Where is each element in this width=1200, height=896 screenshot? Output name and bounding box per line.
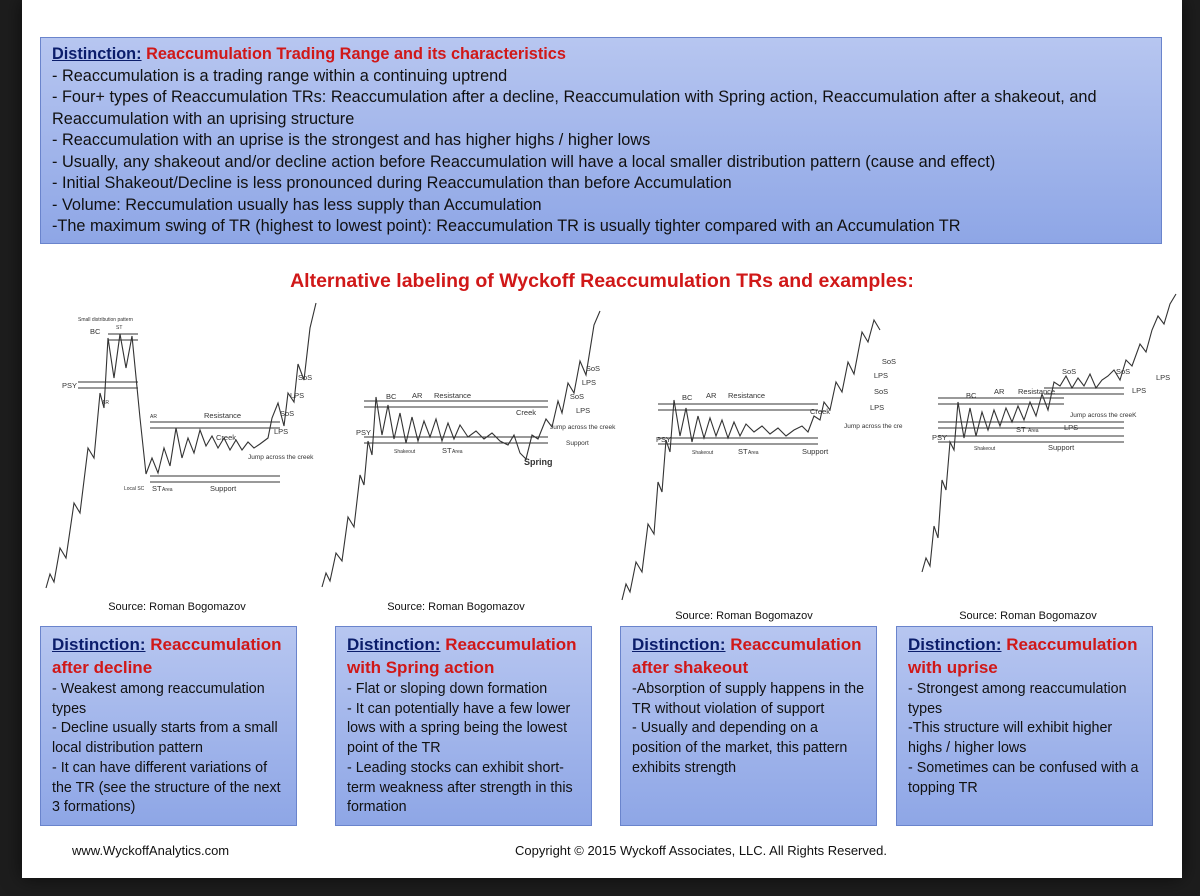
- card-line: - Flat or sloping down formation: [347, 681, 548, 697]
- lps-label: LPS: [576, 406, 591, 415]
- distinction-label: Distinction:: [908, 635, 1002, 654]
- support-label: Support: [1048, 443, 1075, 452]
- resistance-label: Resistance: [204, 411, 242, 420]
- lps-label: LPS: [873, 371, 888, 380]
- lps-label: LPS: [581, 378, 596, 387]
- distinction-label: Distinction:: [52, 635, 146, 654]
- card-title: Reaccumulation after shakeout: [632, 635, 862, 677]
- footer-website: www.WyckoffAnalytics.com: [72, 843, 230, 858]
- bc-label: BC: [966, 391, 977, 400]
- diagram-after-decline: [40, 298, 320, 598]
- local-sc-label: Local SC: [124, 486, 145, 492]
- card-line: - Leading stocks can exhibit short-term weakness after strength in this formation: [347, 759, 573, 816]
- card-line: - Strongest among reaccumulation types: [908, 681, 1127, 717]
- support-label: Support: [802, 447, 829, 456]
- bc-label: BC: [90, 327, 101, 336]
- ar-label: AR: [150, 414, 157, 420]
- sos-label: SoS: [280, 409, 295, 418]
- resistance-label: Resistance: [434, 391, 472, 400]
- diagram-after-shakeout: [618, 312, 903, 607]
- card-line: - Weakest among reaccumulation types: [52, 681, 265, 717]
- sos-label: SoS: [881, 357, 896, 366]
- support-label: Support: [210, 484, 237, 493]
- sos-label: SoS: [569, 392, 584, 401]
- footer-copyright: Copyright © 2015 Wyckoff Associates, LLC. All Rights Reserved.: [515, 843, 887, 858]
- st-top-label: ST: [116, 325, 123, 331]
- area-label: Area: [162, 487, 173, 493]
- psy-label: PSY: [656, 435, 672, 444]
- card-heading: [908, 633, 1141, 679]
- diagram-spring-action-svg: [318, 305, 616, 595]
- diagram-spring-action: [318, 305, 616, 595]
- resistance-label: Resistance: [728, 391, 766, 400]
- card-line: - It can potentially have a few lower lows with a spring being the lowest point of the TR: [347, 700, 571, 757]
- bc-label: BC: [682, 393, 693, 402]
- psy-label: PSY: [62, 381, 78, 390]
- top-box-heading: [52, 44, 1150, 66]
- card-line: -This structure will exhibit higher highs / higher lows: [908, 720, 1113, 757]
- card-heading: [52, 633, 285, 679]
- lps-label: LPS: [274, 427, 289, 436]
- section-heading: Alternative labeling of Wyckoff Reaccumulation TRs and examples:: [290, 270, 914, 292]
- st-label: ST: [152, 484, 162, 493]
- shakeout-label: Shakeout: [692, 450, 714, 456]
- sos-label: SoS: [1062, 367, 1077, 376]
- card-line: -Absorption of supply happens in the TR without violation of support: [632, 681, 865, 717]
- card-heading: [632, 633, 865, 679]
- card-line: - Decline usually starts from a small local distribution pattern: [52, 720, 278, 757]
- card-title: Reaccumulation with Spring action: [347, 635, 577, 677]
- jump-across-creek-label: Jump across the creek: [550, 424, 616, 431]
- card-line: - It can have different variations of the TR (see the structure of the next 3 formations): [52, 759, 281, 816]
- source-caption: Source: Roman Bogomazov: [959, 610, 1097, 622]
- top-box-line: - Initial Shakeout/Decline is less pronounced during Reaccumulation than before Accumulation: [52, 174, 732, 192]
- area-label: Area: [452, 449, 463, 455]
- diagram-with-uprise: [894, 290, 1179, 580]
- creek-label: Creek: [810, 407, 831, 416]
- psy-label: PSY: [932, 433, 948, 442]
- sos-label: SoS: [298, 373, 313, 382]
- top-box-title: Reaccumulation Trading Range and its characteristics: [146, 45, 566, 63]
- sos-label: SoS: [1116, 367, 1131, 376]
- top-box-line: - Reaccumulation with an uprise is the strongest and has higher highs / higher lows: [52, 131, 651, 149]
- top-box-line: - Reaccumulation is a trading range within a continuing uptrend: [52, 66, 508, 85]
- top-box-line: - Four+ types of Reaccumulation TRs: Reaccumulation after a decline, Reaccumulation with Spring action, Reaccumulation after a shakeout, and Reaccumulation with an uprising structure: [52, 88, 1097, 128]
- st-label: ST: [1016, 425, 1026, 434]
- lps-label: LPS: [1132, 386, 1147, 395]
- distinction-label: Distinction:: [347, 635, 441, 654]
- st-label: ST: [738, 447, 748, 456]
- reaccumulation-characteristics-box: [40, 37, 1162, 244]
- card-line: - Usually and depending on a position of the market, this pattern exhibits strength: [632, 720, 848, 776]
- jump-across-creek-label: Jump across the creek: [248, 454, 314, 461]
- lps-label: LPS: [1064, 423, 1079, 432]
- lps-label: LPS: [290, 391, 305, 400]
- source-caption: Source: Roman Bogomazov: [675, 610, 813, 622]
- area-label: Area: [748, 450, 759, 456]
- bc-label: BC: [386, 392, 397, 401]
- jump-across-creek-label: Jump across the cre: [844, 423, 903, 430]
- source-caption: Source: Roman Bogomazov: [387, 601, 525, 613]
- distinction-label: Distinction:: [52, 45, 142, 63]
- sos-label: SoS: [585, 364, 600, 373]
- card-line: - Sometimes can be confused with a topping TR: [908, 759, 1139, 796]
- lps-label: LPS: [870, 403, 885, 412]
- ar-top-label: AR: [102, 400, 109, 406]
- source-caption: Source: Roman Bogomazov: [108, 601, 246, 613]
- creek-label: Creek: [216, 433, 237, 442]
- card-after-decline: [40, 626, 297, 826]
- diagram-after-shakeout-svg: [618, 312, 903, 607]
- card-spring-action: [335, 626, 592, 826]
- card-after-shakeout: [620, 626, 877, 826]
- shakeout-label: Shakeout: [974, 446, 996, 452]
- st-label: ST: [442, 446, 452, 455]
- sos-label: SoS: [874, 387, 889, 396]
- diagram-after-decline-svg: [40, 298, 320, 598]
- psy-label: PSY: [356, 428, 372, 437]
- top-box-line: - Usually, any shakeout and/or decline action before Reaccumulation will have a local smaller distribution pattern (cause and effect): [52, 152, 996, 171]
- document-page: [22, 0, 1182, 878]
- shakeout-label: Shakeout: [394, 449, 416, 455]
- diagram-with-uprise-svg: [894, 290, 1179, 580]
- lps-label: LPS: [1156, 373, 1171, 382]
- ar-label: AR: [994, 387, 1005, 396]
- top-box-line: -The maximum swing of TR (highest to lowest point): Reaccumulation TR is usually tighter compared with an Accumulation TR: [52, 217, 961, 235]
- ar-label: AR: [412, 391, 423, 400]
- support-label: Support: [566, 440, 589, 447]
- area-label: Area: [1028, 428, 1039, 434]
- ar-label: AR: [706, 391, 717, 400]
- card-heading: [347, 633, 580, 679]
- creek-label: Creek: [516, 408, 537, 417]
- spring-label: Spring: [524, 457, 553, 467]
- distinction-label: Distinction:: [632, 635, 726, 654]
- card-title: Reaccumulation after decline: [52, 635, 282, 677]
- resistance-label: Resistance: [1018, 387, 1056, 396]
- small-distribution-pattern-label: Small distribution pattern: [78, 317, 134, 323]
- card-with-uprise: [896, 626, 1153, 826]
- card-title: Reaccumulation with uprise: [908, 635, 1138, 677]
- top-box-line: - Volume: Reccumulation usually has less supply than Accumulation: [52, 195, 542, 214]
- jump-across-creek-label: Jump across the creeK: [1070, 412, 1137, 419]
